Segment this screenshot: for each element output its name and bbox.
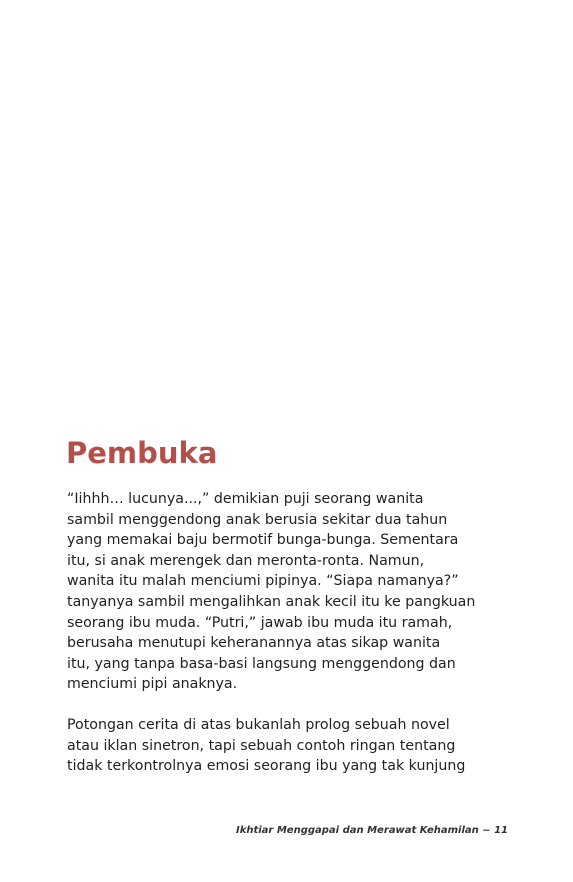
text-line: menciumi pipi anaknya. <box>67 676 238 693</box>
paragraph-2 <box>67 715 517 777</box>
text-line: berusaha menutupi keheranannya atas sikap wanita <box>67 635 441 652</box>
text-line: Potongan cerita di atas bukanlah prolog sebuah novel <box>67 717 450 733</box>
chapter-heading: Pembuka <box>66 436 218 470</box>
text-line: yang memakai baju bermotif bunga-bunga. Sementara <box>67 532 459 549</box>
text-line: “Iihhh… lucunya...,” demikian puji seorang wanita <box>67 491 424 507</box>
text-line: itu, yang tanpa basa-basi langsung menggendong dan <box>67 655 456 672</box>
text-line: itu, si anak merengek dan meronta-ronta. Namun, <box>67 552 425 569</box>
text-line: seorang ibu muda. “Putri,” jawab ibu muda itu ramah, <box>67 614 453 631</box>
text-line: wanita itu malah menciumi pipinya. “Siapa namanya?” <box>67 573 459 590</box>
page-footer: Ikhtiar Menggapai dan Merawat Kehamilan ~ 11 <box>235 825 508 836</box>
text-line: atau iklan sinetron, tapi sebuah contoh ringan tentang <box>67 737 456 754</box>
text-line: tidak terkontrolnya emosi seorang ibu yang tak kunjung <box>67 758 466 775</box>
text-line: tanyanya sambil mengalihkan anak kecil itu ke pangkuan <box>67 593 476 610</box>
text-line: sambil menggendong anak berusia sekitar dua tahun <box>67 511 448 528</box>
paragraph-1 <box>67 489 517 695</box>
